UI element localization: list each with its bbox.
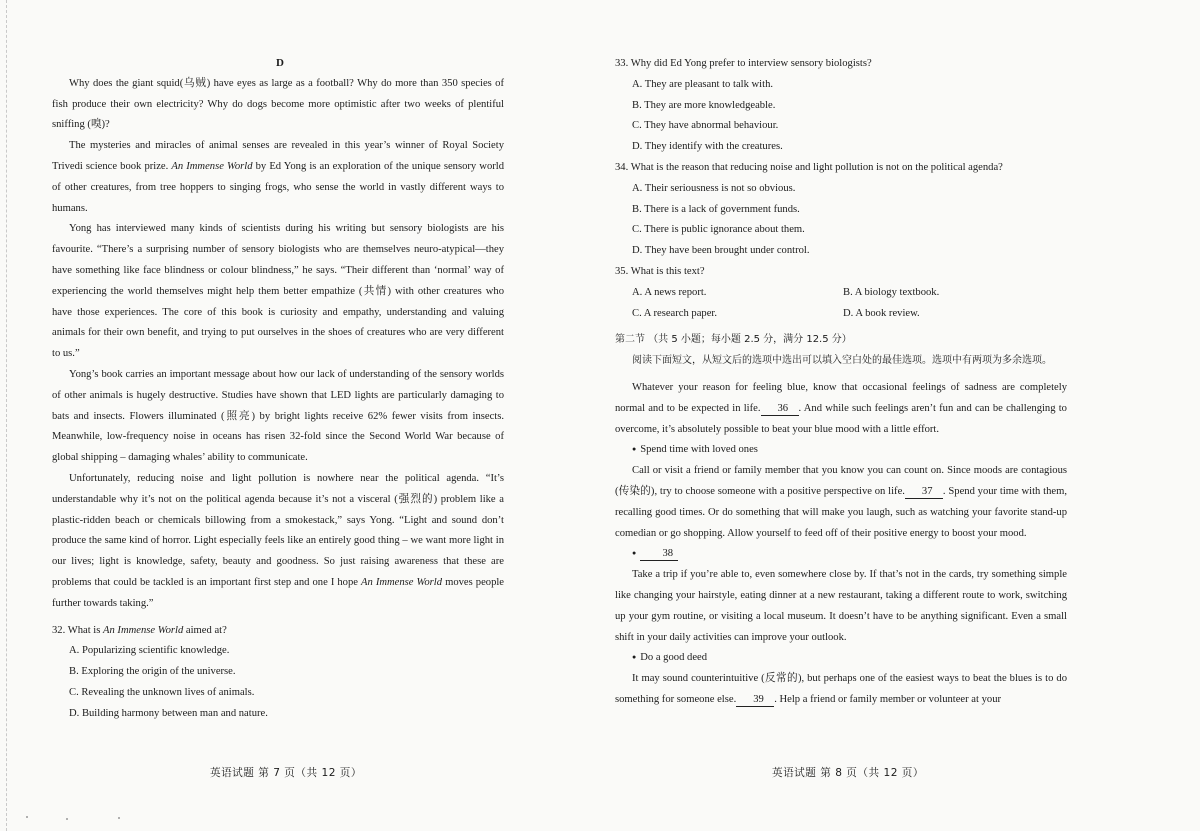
q35-option-a[interactable]: A. A news report.: [632, 286, 707, 298]
passage-paragraph: Yong has interviewed many kinds of scientists during his writing but sensory biologists are his favourite. “There’s a surprising number of sensory biologists who are themselves neuro-atypical—they have something like face blindness or colour blindness,” he says. “Their different than ‘normal’ way of experiencing the world themselves might help them better empathize (共情) with other creatures who have those experiences. The core of this book is curiosity and empathy, understanding and valuing animals for their own benefit, and trying to put ourselves in the shoes of creatures who are very different to us.”: [52, 223, 504, 360]
passage-paragraph: [52, 469, 504, 615]
q35-option-b[interactable]: B. A biology textbook.: [843, 286, 940, 298]
page-footer: 英语试题 第 8 页（共 12 页）: [772, 767, 924, 779]
paragraph-text: Unfortunately, reducing noise and light pollution is nowhere near the political agenda. “It’s understandable why it’s not on the political agenda because it’s not a visceral (强烈的) problem like a plastic-ridden beach or chemicals billowing from a smokestack,” says Yong. “Light and sound don’t produce the same kind of horror. Light especially feels like an entirely good thing – we want more light in our lives; light is knowledge, safety, beauty and goodness. So just raising awareness that these are problems that could be tackled is an important first step and one I hope: [52, 472, 504, 588]
passage-paragraph: [615, 461, 1067, 544]
scan-speck: [66, 818, 68, 820]
q32-option-b[interactable]: B. Exploring the origin of the universe.: [69, 666, 236, 678]
section-2-heading: 第二节 （共 5 小题；每小题 2.5 分，满分 12.5 分）: [615, 334, 852, 346]
paragraph-text: Call or visit a friend or family member that you know you can count on. Since moods are contagious (传染的), try to choose someone with a positive perspective on life.: [615, 465, 1067, 497]
paragraph-text: . Spend your time with them, recalling good times. Or do something that will make you laugh, such as watching your favorite stand-up comedian or go shopping. Allow yourself to feed off of their positive energy to boost your mood.: [615, 485, 1067, 539]
passage-paragraph: Why does the giant squid(乌贼) have eyes as large as a football? Why do more than 350 species of fish produce their own electricity? Why do dogs become more optimistic after two weeks of plentiful sniffing (嗅)?: [52, 77, 504, 131]
paragraph-text: The mysteries and miracles of animal senses are revealed in this year’s winner of Royal Society Trivedi science book prize.: [52, 140, 504, 172]
q32-option-a[interactable]: A. Popularizing scientific knowledge.: [69, 645, 230, 657]
question-33-stem: 33. Why did Ed Yong prefer to interview sensory biologists?: [615, 58, 872, 69]
q35-option-c[interactable]: C. A research paper.: [632, 307, 718, 319]
q35-options-row-2: [615, 304, 1067, 325]
q34-option-d[interactable]: D. They have been brought under control.: [632, 245, 810, 257]
q33-option-c[interactable]: C. They have abnormal behaviour.: [632, 120, 779, 132]
left-column: [52, 53, 504, 725]
q33-option-a[interactable]: A. They are pleasant to talk with.: [632, 78, 774, 90]
passage-paragraph: [615, 378, 1067, 440]
page-footer: 英语试题 第 7 页（共 12 页）: [210, 767, 362, 779]
paragraph-text: . Help a friend or family member or volunteer at your: [774, 693, 1002, 705]
passage-paragraph: [615, 669, 1067, 711]
q32-option-d[interactable]: D. Building harmony between man and nature.: [69, 707, 268, 719]
bullet-heading-blank: [615, 544, 1067, 565]
question-34-stem: 34. What is the reason that reducing noise and light pollution is not on the political agenda?: [615, 161, 1003, 173]
scan-speck: [118, 817, 120, 819]
q35-options-row-1: [615, 283, 1067, 304]
book-title: An Immense World: [361, 576, 443, 588]
q34-option-c[interactable]: C. There is public ignorance about them.: [632, 224, 805, 236]
blank-38[interactable]: 38: [640, 548, 678, 561]
section-letter: D: [276, 57, 284, 69]
passage-paragraph: Take a trip if you’re able to, even somewhere close by. If that’s not in the cards, try something simple like changing your hairstyle, eating dinner at a new restaurant, taking a different route to work, switching up your gym routine, or visiting a local museum. It doesn’t have to be anything significant. Even a small shift in your daily activities can improve your outlook.: [615, 569, 1067, 643]
question-text: aimed at?: [185, 624, 227, 636]
q33-option-d[interactable]: D. They identify with the creatures.: [632, 141, 783, 153]
book-title: An Immense World: [171, 160, 253, 172]
blank-36[interactable]: 36: [761, 403, 799, 416]
q34-option-a[interactable]: A. Their seriousness is not so obvious.: [632, 182, 796, 194]
bullet-heading: ● Do a good deed: [615, 648, 1067, 669]
paragraph-text: It may sound counterintuitive (反常的), but perhaps one of the easiest ways to beat the blues is to do something for someone else.: [615, 673, 1067, 705]
paragraph-text: moves people further towards taking.”: [52, 576, 505, 609]
question-35-stem: 35. What is this text?: [615, 265, 705, 277]
paragraph-text: by Ed Yong is an exploration of the unique sensory world of other creatures, from tree hoppers to singing frogs, who sense the world in vastly different ways to humans.: [52, 160, 505, 214]
bullet-heading: ● Spend time with loved ones: [615, 440, 1067, 461]
q34-option-b[interactable]: B. There is a lack of government funds.: [632, 203, 800, 215]
scan-speck: [26, 816, 28, 818]
blank-39[interactable]: 39: [736, 694, 774, 707]
book-title: An Immense World: [103, 624, 184, 636]
section-2-instruction: 阅读下面短文，从短文后的选项中选出可以填入空白处的最佳选项。选项中有两项为多余选项。: [632, 355, 1052, 367]
blank-37[interactable]: 37: [905, 486, 943, 499]
q35-option-d[interactable]: D. A book review.: [843, 307, 920, 319]
paragraph-text: . And while such feelings aren’t fun and can be challenging to overcome, it’s absolutely possible to beat your blue mood with a little effort.: [615, 402, 1067, 435]
question-32-stem: [52, 621, 504, 642]
binding-margin-line: [6, 0, 7, 831]
passage-paragraph: Yong’s book carries an important message about how our lack of understanding of the sensory worlds of other animals is hugely destructive. Studies have shown that LED lights are particularly damaging to bats and insects. Flowers illuminated (照亮) by bright lights receive 62% fewer visits from insects. Meanwhile, low-frequency noise in oceans has risen 32-fold since the Second World War because of global shipping – damaging whales’ ability to communicate.: [52, 368, 504, 464]
right-page: [600, 0, 1200, 831]
question-text: 32. What is: [52, 624, 101, 636]
paragraph-text: Whatever your reason for feeling blue, know that occasional feelings of sadness are completely normal and to be expected in life.: [615, 381, 1067, 414]
passage-paragraph: [52, 136, 504, 219]
q32-option-c[interactable]: C. Revealing the unknown lives of animals.: [69, 686, 255, 698]
q33-option-b[interactable]: B. They are more knowledgeable.: [632, 99, 776, 111]
right-column: [615, 54, 1067, 711]
